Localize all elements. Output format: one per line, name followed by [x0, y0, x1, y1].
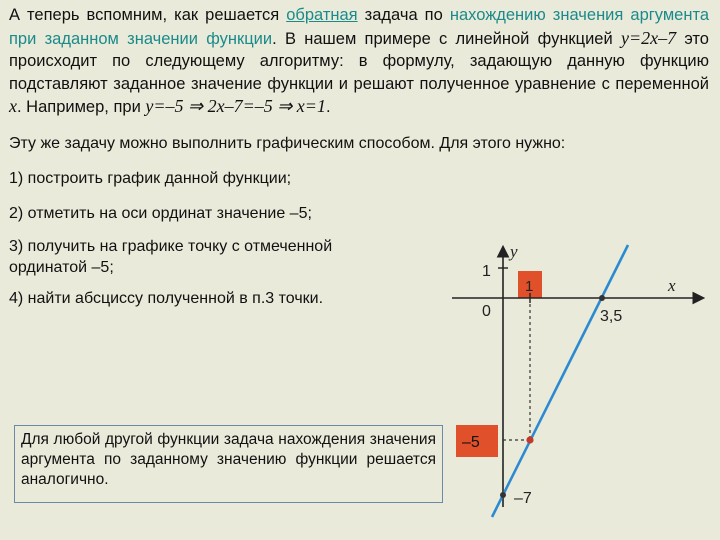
- step-2: 2) отметить на оси ординат значение –5;: [9, 205, 312, 222]
- intro-text: . В нашем примере с линейной функцией: [272, 29, 621, 48]
- intro-text: задача по: [357, 6, 450, 24]
- function-formula: y=2x–7: [620, 27, 677, 48]
- intro-text: . Например, при: [17, 98, 146, 116]
- finding-term: нахождению значения аргумента при заданном значении функции: [9, 6, 710, 48]
- origin-label: 0: [482, 303, 491, 320]
- x-intercept-label: 3,5: [600, 308, 623, 325]
- y-intercept-label: –7: [514, 490, 532, 507]
- solution-point: [526, 436, 533, 443]
- intro-text: это происходит по следующему алгоритму: в формулу, задающую данную функцию подставляют заданное значение функции и решают полученное уравнение с переменной: [9, 29, 709, 93]
- step-4: 4) найти абсциссу полученной в п.3 точки.: [9, 290, 324, 307]
- variable-x: x: [9, 96, 17, 116]
- intro-paragraph: [9, 4, 709, 119]
- x-intercept-point: [599, 295, 605, 301]
- intro-text: .: [325, 98, 331, 116]
- intro-text: А теперь вспомним, как решается: [9, 6, 287, 24]
- function-line: [492, 245, 628, 517]
- inverse-term: обратная: [286, 6, 358, 24]
- y-tick-label: 1: [482, 263, 491, 280]
- function-graph: [440, 235, 715, 540]
- y-value-label: –5: [462, 434, 480, 451]
- x-tick-label: 1: [525, 278, 534, 295]
- graphical-intro: Эту же задачу можно выполнить графическим способом. Для этого нужно:: [9, 135, 566, 152]
- note-box: Для любой другой функции задача нахождения значения аргумента по заданному значению функции решается аналогично.: [14, 425, 443, 503]
- step-3: 3) получить на графике точку с отмеченной ординатой –5;: [9, 238, 333, 276]
- x-axis-label: x: [668, 276, 676, 295]
- step-1: 1) построить график данной функции;: [9, 170, 292, 187]
- example-equation: y=–5 ⇒ 2x–7=–5 ⇒ x=1: [145, 96, 326, 116]
- y-intercept-point: [500, 492, 506, 498]
- y-axis-label: y: [510, 242, 518, 261]
